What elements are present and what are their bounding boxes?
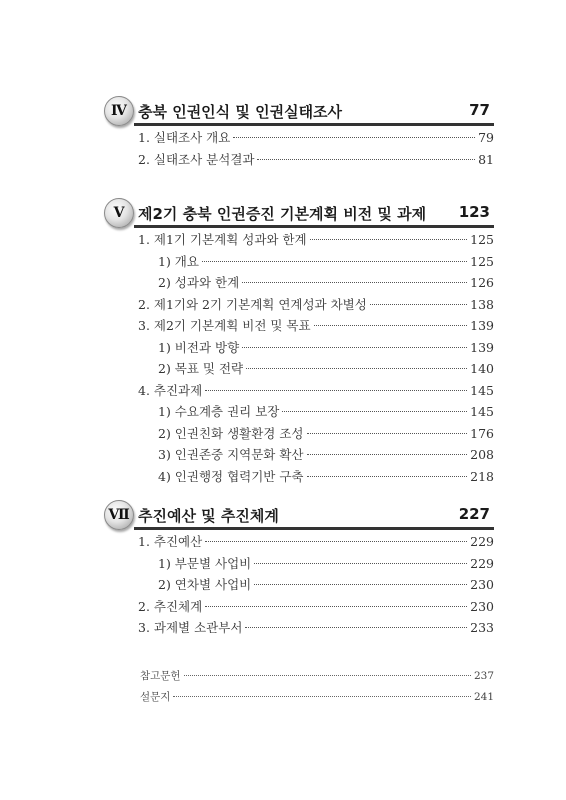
toc-entry[interactable]	[138, 618, 494, 640]
toc-entry[interactable]	[138, 532, 494, 554]
toc-entry-label: 3) 인권존중 지역문화 확산	[158, 447, 304, 462]
toc-entry-page: 230	[470, 577, 494, 592]
dot-leader	[245, 627, 467, 628]
dot-leader	[307, 433, 468, 434]
toc-entry-label: 3. 과제별 소관부서	[138, 620, 243, 635]
section-iv	[104, 96, 494, 171]
toc-entry[interactable]	[158, 424, 494, 446]
dot-leader	[184, 675, 471, 676]
section-header	[104, 96, 494, 128]
dot-leader	[242, 347, 467, 348]
section-rule	[134, 527, 494, 530]
dot-leader	[254, 563, 467, 564]
toc-entry-page: 218	[470, 468, 494, 484]
toc-entry-page: 81	[478, 151, 494, 167]
section-title: 충북 인권인식 및 인권실태조사	[138, 103, 343, 121]
toc-entry-label: 3. 제2기 기본계획 비전 및 목표	[138, 318, 311, 333]
toc-entry[interactable]	[158, 554, 494, 576]
toc-entry-page: 125	[470, 232, 494, 247]
dot-leader	[307, 454, 468, 455]
section-page-number: 77	[469, 101, 490, 119]
toc-entry[interactable]	[158, 273, 494, 295]
toc-entry-page: 138	[470, 296, 494, 312]
section-entries	[104, 128, 494, 171]
toc-entry-page: 126	[470, 275, 494, 290]
toc-entry-label: 4) 인권행정 협력기반 구축	[158, 468, 304, 484]
toc-entry-page: 79	[478, 130, 494, 145]
section-header	[104, 500, 494, 532]
toc-entry[interactable]	[158, 338, 494, 360]
toc-entry-label: 2) 성과와 한계	[158, 275, 240, 290]
section-header	[104, 198, 494, 230]
toc-entry-page: 176	[470, 425, 494, 441]
reference-label: 설문지	[140, 691, 171, 703]
reference-entry[interactable]	[140, 668, 494, 689]
toc-entry-label: 1) 개요	[158, 253, 199, 269]
toc-entry-page: 230	[470, 598, 494, 614]
dot-leader	[370, 304, 467, 305]
reference-page: 241	[473, 691, 494, 703]
toc-entry[interactable]	[138, 597, 494, 619]
dot-leader	[205, 606, 467, 607]
dot-leader	[233, 137, 475, 138]
toc-entry-label: 2) 연차별 사업비	[158, 577, 252, 592]
section-entries	[104, 532, 494, 640]
toc-entry-page: 208	[470, 447, 494, 462]
dot-leader	[242, 282, 467, 283]
toc-entry-label: 2) 목표 및 전략	[158, 361, 244, 376]
toc-entry-page: 229	[470, 534, 494, 549]
dot-leader	[205, 390, 467, 391]
toc-entry-page: 229	[470, 555, 494, 571]
toc-entry[interactable]	[158, 575, 494, 597]
toc-entry-label: 1. 실태조사 개요	[138, 130, 231, 145]
section-page-number: 123	[458, 203, 490, 221]
dot-leader	[202, 261, 467, 262]
toc-entry[interactable]	[158, 467, 494, 489]
toc-entry-label: 1) 비전과 방향	[158, 339, 240, 355]
toc-entry-page: 139	[470, 318, 494, 333]
toc-entry-page: 145	[470, 404, 494, 419]
toc-entry-page: 139	[470, 339, 494, 355]
toc-entry[interactable]	[138, 230, 494, 252]
section-vii	[104, 500, 494, 640]
reference-label: 참고문헌	[140, 670, 181, 682]
toc-entry-page: 145	[470, 382, 494, 398]
section-rule	[134, 123, 494, 126]
toc-entry[interactable]	[158, 359, 494, 381]
toc-entry[interactable]	[158, 402, 494, 424]
dot-leader	[254, 584, 467, 585]
toc-entry-label: 1) 부문별 사업비	[158, 555, 252, 571]
toc-entry[interactable]	[138, 150, 494, 172]
dot-leader	[205, 541, 467, 542]
dot-leader	[310, 239, 468, 240]
reference-entry[interactable]	[140, 689, 494, 710]
section-v	[104, 198, 494, 488]
section-title: 추진예산 및 추진체계	[138, 507, 279, 525]
dot-leader	[307, 476, 468, 477]
toc-entry-page: 233	[470, 620, 494, 635]
section-rule	[134, 225, 494, 228]
toc-entry[interactable]	[138, 295, 494, 317]
section-numeral-badge: Ⅳ	[104, 96, 134, 126]
toc-entry-label: 2. 제1기와 2기 기본계획 연계성과 차별성	[138, 296, 367, 312]
toc-entry-page: 140	[470, 361, 494, 376]
toc-entry-label: 1) 수요계층 권리 보장	[158, 404, 280, 419]
toc-entry[interactable]	[138, 128, 494, 150]
dot-leader	[246, 368, 467, 369]
toc-entry-label: 2) 인권친화 생활환경 조성	[158, 425, 304, 441]
section-numeral-badge: Ⅴ	[104, 198, 134, 228]
toc-entry[interactable]	[138, 381, 494, 403]
dot-leader	[257, 159, 475, 160]
toc-entry-label: 2. 추진체계	[138, 598, 203, 614]
section-page-number: 227	[458, 505, 490, 523]
dot-leader	[173, 696, 471, 697]
toc-entry[interactable]	[138, 316, 494, 338]
section-entries	[104, 230, 494, 488]
toc-entry[interactable]	[158, 252, 494, 274]
toc-entry-page: 125	[470, 253, 494, 269]
dot-leader	[314, 325, 468, 326]
dot-leader	[282, 411, 467, 412]
toc-entry-label: 1. 제1기 기본계획 성과와 한계	[138, 232, 307, 247]
toc-entry-label: 4. 추진과제	[138, 382, 203, 398]
section-title: 제2기 충북 인권증진 기본계획 비전 및 과제	[138, 205, 427, 223]
reference-page: 237	[473, 670, 494, 682]
toc-entry[interactable]	[158, 445, 494, 467]
references-list	[140, 668, 494, 710]
toc-entry-label: 1. 추진예산	[138, 534, 203, 549]
toc-entry-label: 2. 실태조사 분석결과	[138, 151, 255, 167]
section-numeral-badge: Ⅶ	[104, 500, 134, 530]
